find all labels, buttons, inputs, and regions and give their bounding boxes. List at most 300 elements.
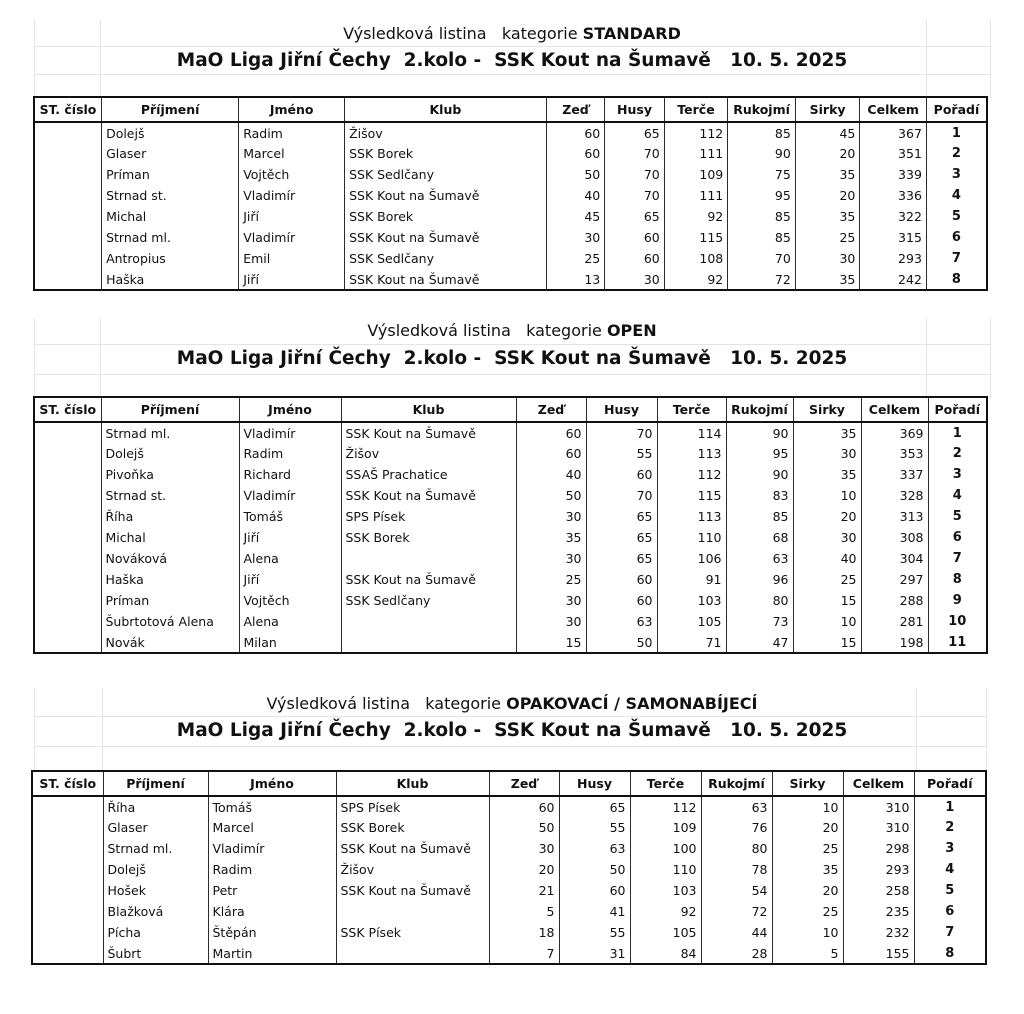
- header-st-cislo: ST. číslo: [34, 397, 101, 422]
- table-row: [34, 248, 987, 269]
- first-name-cell: Marcel: [208, 817, 336, 838]
- total-cell: 310: [843, 817, 914, 838]
- club-cell: [341, 632, 516, 653]
- start-number-cell: [34, 527, 101, 548]
- terce-score-cell: 114: [657, 422, 726, 443]
- rukojmi-score-cell: 80: [701, 838, 772, 859]
- club-cell: SSK Borek: [345, 143, 547, 164]
- rank-cell: 6: [926, 227, 987, 248]
- surname-cell: Šubrt: [103, 943, 208, 964]
- start-number-cell: [34, 227, 102, 248]
- section-title-standard: MaO Liga Jiřní Čechy 2.kolo - SSK Kout na Šumavě 10. 5. 2025: [176, 50, 848, 71]
- table-row: [32, 880, 986, 901]
- header-jmeno: Jméno: [239, 397, 341, 422]
- start-number-cell: [34, 185, 102, 206]
- husy-score-cell: 60: [605, 227, 664, 248]
- table-row: [34, 164, 987, 185]
- table-row: [34, 485, 987, 506]
- club-cell: [341, 548, 516, 569]
- surname-cell: Strnad ml.: [103, 838, 208, 859]
- terce-score-cell: 113: [657, 506, 726, 527]
- surname-cell: Dolejš: [103, 859, 208, 880]
- first-name-cell: Radim: [208, 859, 336, 880]
- rukojmi-score-cell: 76: [701, 817, 772, 838]
- table-header-row: [34, 397, 987, 422]
- rukojmi-score-cell: 68: [726, 527, 793, 548]
- header-rukojmi: Rukojmí: [701, 771, 772, 796]
- rukojmi-score-cell: 90: [726, 422, 793, 443]
- husy-score-cell: 70: [605, 185, 664, 206]
- header-husy: Husy: [605, 97, 664, 122]
- terce-score-cell: 110: [630, 859, 701, 880]
- first-name-cell: Jiří: [239, 569, 341, 590]
- rukojmi-score-cell: 44: [701, 922, 772, 943]
- husy-score-cell: 70: [586, 422, 657, 443]
- rukojmi-score-cell: 95: [726, 443, 793, 464]
- first-name-cell: Radim: [239, 443, 341, 464]
- header-poradi: Pořadí: [928, 397, 987, 422]
- husy-score-cell: 65: [605, 122, 664, 143]
- first-name-cell: Jiří: [239, 527, 341, 548]
- club-cell: SSK Kout na Šumavě: [345, 227, 547, 248]
- section-subtitle-opakovaci: Výsledková listina kategorie OPAKOVACÍ / SAMONABÍJECÍ: [266, 694, 758, 713]
- rukojmi-score-cell: 72: [701, 901, 772, 922]
- first-name-cell: Klára: [208, 901, 336, 922]
- table-row: [32, 859, 986, 880]
- sirky-score-cell: 25: [772, 901, 843, 922]
- header-terce: Terče: [657, 397, 726, 422]
- header-klub: Klub: [345, 97, 547, 122]
- terce-score-cell: 92: [630, 901, 701, 922]
- table-row: [34, 122, 987, 143]
- header-jmeno: Jméno: [239, 97, 345, 122]
- rukojmi-score-cell: 28: [701, 943, 772, 964]
- rank-cell: 2: [926, 143, 987, 164]
- husy-score-cell: 63: [559, 838, 630, 859]
- sirky-score-cell: 35: [772, 859, 843, 880]
- sirky-score-cell: 10: [772, 796, 843, 817]
- surname-cell: Říha: [101, 506, 239, 527]
- rank-cell: 8: [926, 269, 987, 290]
- husy-score-cell: 60: [586, 590, 657, 611]
- table-row: [32, 817, 986, 838]
- terce-score-cell: 109: [630, 817, 701, 838]
- terce-score-cell: 112: [657, 464, 726, 485]
- table-row: [34, 206, 987, 227]
- rank-cell: 1: [926, 122, 987, 143]
- sirky-score-cell: 30: [795, 248, 860, 269]
- total-cell: 322: [860, 206, 927, 227]
- surname-cell: Antropius: [102, 248, 239, 269]
- start-number-cell: [34, 122, 102, 143]
- start-number-cell: [34, 569, 101, 590]
- start-number-cell: [34, 485, 101, 506]
- table-row: [32, 838, 986, 859]
- zed-score-cell: 60: [489, 796, 559, 817]
- header-prijmeni: Příjmení: [101, 397, 239, 422]
- surname-cell: Strnad ml.: [101, 422, 239, 443]
- start-number-cell: [34, 506, 101, 527]
- surname-cell: Hošek: [103, 880, 208, 901]
- total-cell: 369: [861, 422, 928, 443]
- start-number-cell: [34, 464, 101, 485]
- sirky-score-cell: 30: [793, 443, 861, 464]
- total-cell: 328: [861, 485, 928, 506]
- zed-score-cell: 15: [516, 632, 586, 653]
- start-number-cell: [34, 269, 102, 290]
- header-st-cislo: ST. číslo: [34, 97, 102, 122]
- results-table-standard: [33, 96, 988, 291]
- table-row: [34, 569, 987, 590]
- first-name-cell: Radim: [239, 122, 345, 143]
- start-number-cell: [32, 880, 103, 901]
- terce-score-cell: 71: [657, 632, 726, 653]
- sirky-score-cell: 15: [793, 632, 861, 653]
- zed-score-cell: 21: [489, 880, 559, 901]
- rukojmi-score-cell: 63: [701, 796, 772, 817]
- sirky-score-cell: 35: [795, 206, 860, 227]
- surname-cell: Dolejš: [101, 443, 239, 464]
- surname-cell: Dolejš: [102, 122, 239, 143]
- zed-score-cell: 50: [489, 817, 559, 838]
- rukojmi-score-cell: 75: [728, 164, 796, 185]
- header-zed: Zeď: [516, 397, 586, 422]
- husy-score-cell: 50: [586, 632, 657, 653]
- total-cell: 308: [861, 527, 928, 548]
- header-jmeno: Jméno: [208, 771, 336, 796]
- club-cell: SSK Borek: [336, 817, 489, 838]
- start-number-cell: [32, 838, 103, 859]
- section-subtitle-open: Výsledková listina kategorie OPEN: [367, 321, 657, 340]
- start-number-cell: [34, 548, 101, 569]
- terce-score-cell: 112: [664, 122, 728, 143]
- rukojmi-score-cell: 85: [728, 122, 796, 143]
- table-row: [34, 527, 987, 548]
- rukojmi-score-cell: 95: [728, 185, 796, 206]
- club-cell: SSK Kout na Šumavě: [341, 422, 516, 443]
- husy-score-cell: 55: [559, 922, 630, 943]
- section-subtitle-standard: Výsledková listina kategorie STANDARD: [343, 24, 681, 43]
- sirky-score-cell: 15: [793, 590, 861, 611]
- zed-score-cell: 50: [516, 485, 586, 506]
- sirky-score-cell: 10: [793, 485, 861, 506]
- header-zed: Zeď: [546, 97, 604, 122]
- surname-cell: Haška: [101, 569, 239, 590]
- club-cell: SSK Borek: [345, 206, 547, 227]
- surname-cell: Strnad ml.: [102, 227, 239, 248]
- zed-score-cell: 50: [546, 164, 604, 185]
- total-cell: 336: [860, 185, 927, 206]
- sirky-score-cell: 20: [772, 817, 843, 838]
- husy-score-cell: 65: [559, 796, 630, 817]
- zed-score-cell: 5: [489, 901, 559, 922]
- terce-score-cell: 91: [657, 569, 726, 590]
- rank-cell: 6: [928, 527, 987, 548]
- table-header-row: [34, 97, 987, 122]
- first-name-cell: Alena: [239, 611, 341, 632]
- husy-score-cell: 65: [586, 548, 657, 569]
- surname-cell: Šubrtotová Alena: [101, 611, 239, 632]
- sirky-score-cell: 40: [793, 548, 861, 569]
- table-row: [32, 796, 986, 817]
- club-cell: SSK Písek: [336, 922, 489, 943]
- section-title-opakovaci: MaO Liga Jiřní Čechy 2.kolo - SSK Kout na Šumavě 10. 5. 2025: [176, 720, 848, 741]
- rank-cell: 1: [928, 422, 987, 443]
- surname-cell: Michal: [101, 527, 239, 548]
- total-cell: 310: [843, 796, 914, 817]
- header-rukojmi: Rukojmí: [728, 97, 796, 122]
- header-husy: Husy: [559, 771, 630, 796]
- start-number-cell: [32, 901, 103, 922]
- terce-score-cell: 109: [664, 164, 728, 185]
- zed-score-cell: 18: [489, 922, 559, 943]
- club-cell: SSK Sedlčany: [345, 164, 547, 185]
- surname-cell: Strnad st.: [101, 485, 239, 506]
- header-klub: Klub: [341, 397, 516, 422]
- husy-score-cell: 63: [586, 611, 657, 632]
- club-cell: SSK Kout na Šumavě: [341, 569, 516, 590]
- header-poradi: Pořadí: [914, 771, 986, 796]
- husy-score-cell: 41: [559, 901, 630, 922]
- rank-cell: 9: [928, 590, 987, 611]
- total-cell: 298: [843, 838, 914, 859]
- club-cell: Žišov: [345, 122, 547, 143]
- sirky-score-cell: 25: [795, 227, 860, 248]
- table-row: [34, 632, 987, 653]
- total-cell: 242: [860, 269, 927, 290]
- start-number-cell: [34, 443, 101, 464]
- header-terce: Terče: [664, 97, 728, 122]
- total-cell: 339: [860, 164, 927, 185]
- results-table-open: [33, 396, 988, 654]
- table-row: [34, 443, 987, 464]
- rank-cell: 1: [914, 796, 986, 817]
- rank-cell: 2: [914, 817, 986, 838]
- rukojmi-score-cell: 63: [726, 548, 793, 569]
- husy-score-cell: 65: [586, 527, 657, 548]
- club-cell: SPS Písek: [341, 506, 516, 527]
- surname-cell: Pícha: [103, 922, 208, 943]
- total-cell: 297: [861, 569, 928, 590]
- header-celkem: Celkem: [860, 97, 927, 122]
- start-number-cell: [34, 590, 101, 611]
- surname-cell: Príman: [101, 590, 239, 611]
- sirky-score-cell: 10: [772, 922, 843, 943]
- husy-score-cell: 55: [559, 817, 630, 838]
- rukojmi-score-cell: 85: [726, 506, 793, 527]
- total-cell: 353: [861, 443, 928, 464]
- table-row: [34, 143, 987, 164]
- table-row: [34, 464, 987, 485]
- rank-cell: 3: [928, 464, 987, 485]
- surname-cell: Novák: [101, 632, 239, 653]
- husy-score-cell: 65: [586, 506, 657, 527]
- total-cell: 235: [843, 901, 914, 922]
- rukojmi-score-cell: 47: [726, 632, 793, 653]
- zed-score-cell: 35: [516, 527, 586, 548]
- club-cell: SSK Borek: [341, 527, 516, 548]
- first-name-cell: Tomáš: [208, 796, 336, 817]
- rank-cell: 8: [928, 569, 987, 590]
- header-husy: Husy: [586, 397, 657, 422]
- first-name-cell: Vojtěch: [239, 590, 341, 611]
- rank-cell: 3: [914, 838, 986, 859]
- terce-score-cell: 113: [657, 443, 726, 464]
- zed-score-cell: 40: [516, 464, 586, 485]
- first-name-cell: Vojtěch: [239, 164, 345, 185]
- table-row: [32, 943, 986, 964]
- first-name-cell: Vladimír: [239, 227, 345, 248]
- rukojmi-score-cell: 83: [726, 485, 793, 506]
- table-row: [32, 901, 986, 922]
- total-cell: 198: [861, 632, 928, 653]
- header-st-cislo: ST. číslo: [32, 771, 103, 796]
- surname-cell: Glaser: [103, 817, 208, 838]
- zed-score-cell: 30: [516, 548, 586, 569]
- zed-score-cell: 60: [546, 143, 604, 164]
- header-poradi: Pořadí: [926, 97, 987, 122]
- first-name-cell: Vladimír: [239, 422, 341, 443]
- rukojmi-score-cell: 73: [726, 611, 793, 632]
- table-row: [34, 506, 987, 527]
- section-title-open: MaO Liga Jiřní Čechy 2.kolo - SSK Kout na Šumavě 10. 5. 2025: [176, 348, 848, 369]
- rank-cell: 5: [914, 880, 986, 901]
- husy-score-cell: 30: [605, 269, 664, 290]
- surname-cell: Glaser: [102, 143, 239, 164]
- surname-cell: Blažková: [103, 901, 208, 922]
- terce-score-cell: 115: [657, 485, 726, 506]
- rank-cell: 2: [928, 443, 987, 464]
- surname-cell: Pivoňka: [101, 464, 239, 485]
- club-cell: [336, 901, 489, 922]
- sirky-score-cell: 20: [795, 143, 860, 164]
- rukojmi-score-cell: 78: [701, 859, 772, 880]
- rukojmi-score-cell: 70: [728, 248, 796, 269]
- rukojmi-score-cell: 72: [728, 269, 796, 290]
- zed-score-cell: 30: [516, 611, 586, 632]
- club-cell: Žišov: [336, 859, 489, 880]
- surname-cell: Strnad st.: [102, 185, 239, 206]
- rank-cell: 5: [928, 506, 987, 527]
- header-klub: Klub: [336, 771, 489, 796]
- husy-score-cell: 31: [559, 943, 630, 964]
- start-number-cell: [34, 206, 102, 227]
- club-cell: SSK Sedlčany: [341, 590, 516, 611]
- club-cell: SSK Kout na Šumavě: [341, 485, 516, 506]
- header-sirky: Sirky: [772, 771, 843, 796]
- header-sirky: Sirky: [793, 397, 861, 422]
- table-row: [34, 611, 987, 632]
- husy-score-cell: 70: [605, 143, 664, 164]
- start-number-cell: [32, 943, 103, 964]
- sirky-score-cell: 20: [795, 185, 860, 206]
- first-name-cell: Jiří: [239, 269, 345, 290]
- sirky-score-cell: 25: [793, 569, 861, 590]
- sirky-score-cell: 5: [772, 943, 843, 964]
- start-number-cell: [34, 164, 102, 185]
- terce-score-cell: 105: [630, 922, 701, 943]
- total-cell: 315: [860, 227, 927, 248]
- total-cell: 313: [861, 506, 928, 527]
- rukojmi-score-cell: 85: [728, 227, 796, 248]
- start-number-cell: [34, 632, 101, 653]
- club-cell: SSK Sedlčany: [345, 248, 547, 269]
- first-name-cell: Vladimír: [208, 838, 336, 859]
- first-name-cell: Vladimír: [239, 485, 341, 506]
- zed-score-cell: 45: [546, 206, 604, 227]
- club-cell: [336, 943, 489, 964]
- zed-score-cell: 13: [546, 269, 604, 290]
- zed-score-cell: 30: [516, 506, 586, 527]
- sirky-score-cell: 35: [795, 269, 860, 290]
- total-cell: 337: [861, 464, 928, 485]
- total-cell: 367: [860, 122, 927, 143]
- first-name-cell: Alena: [239, 548, 341, 569]
- surname-cell: Michal: [102, 206, 239, 227]
- club-cell: [341, 611, 516, 632]
- rank-cell: 7: [926, 248, 987, 269]
- zed-score-cell: 30: [546, 227, 604, 248]
- table-row: [32, 922, 986, 943]
- club-cell: Žišov: [341, 443, 516, 464]
- rank-cell: 10: [928, 611, 987, 632]
- terce-score-cell: 112: [630, 796, 701, 817]
- terce-score-cell: 103: [630, 880, 701, 901]
- first-name-cell: Martin: [208, 943, 336, 964]
- surname-cell: Haška: [102, 269, 239, 290]
- rukojmi-score-cell: 96: [726, 569, 793, 590]
- terce-score-cell: 111: [664, 185, 728, 206]
- rukojmi-score-cell: 85: [728, 206, 796, 227]
- sirky-score-cell: 45: [795, 122, 860, 143]
- husy-score-cell: 50: [559, 859, 630, 880]
- zed-score-cell: 40: [546, 185, 604, 206]
- husy-score-cell: 70: [586, 485, 657, 506]
- sirky-score-cell: 35: [795, 164, 860, 185]
- sirky-score-cell: 20: [793, 506, 861, 527]
- start-number-cell: [32, 796, 103, 817]
- first-name-cell: Richard: [239, 464, 341, 485]
- total-cell: 288: [861, 590, 928, 611]
- start-number-cell: [34, 611, 101, 632]
- table-row: [34, 269, 987, 290]
- zed-score-cell: 60: [516, 443, 586, 464]
- first-name-cell: Marcel: [239, 143, 345, 164]
- header-celkem: Celkem: [843, 771, 914, 796]
- total-cell: 293: [860, 248, 927, 269]
- zed-score-cell: 60: [516, 422, 586, 443]
- terce-score-cell: 92: [664, 206, 728, 227]
- terce-score-cell: 84: [630, 943, 701, 964]
- sirky-score-cell: 35: [793, 464, 861, 485]
- header-terce: Terče: [630, 771, 701, 796]
- table-row: [34, 185, 987, 206]
- rank-cell: 7: [928, 548, 987, 569]
- table-row: [34, 422, 987, 443]
- total-cell: 351: [860, 143, 927, 164]
- rukojmi-score-cell: 54: [701, 880, 772, 901]
- club-cell: SPS Písek: [336, 796, 489, 817]
- zed-score-cell: 20: [489, 859, 559, 880]
- terce-score-cell: 103: [657, 590, 726, 611]
- rank-cell: 7: [914, 922, 986, 943]
- header-prijmeni: Příjmení: [103, 771, 208, 796]
- first-name-cell: Štěpán: [208, 922, 336, 943]
- zed-score-cell: 30: [516, 590, 586, 611]
- table-row: [34, 227, 987, 248]
- terce-score-cell: 106: [657, 548, 726, 569]
- surname-cell: Nováková: [101, 548, 239, 569]
